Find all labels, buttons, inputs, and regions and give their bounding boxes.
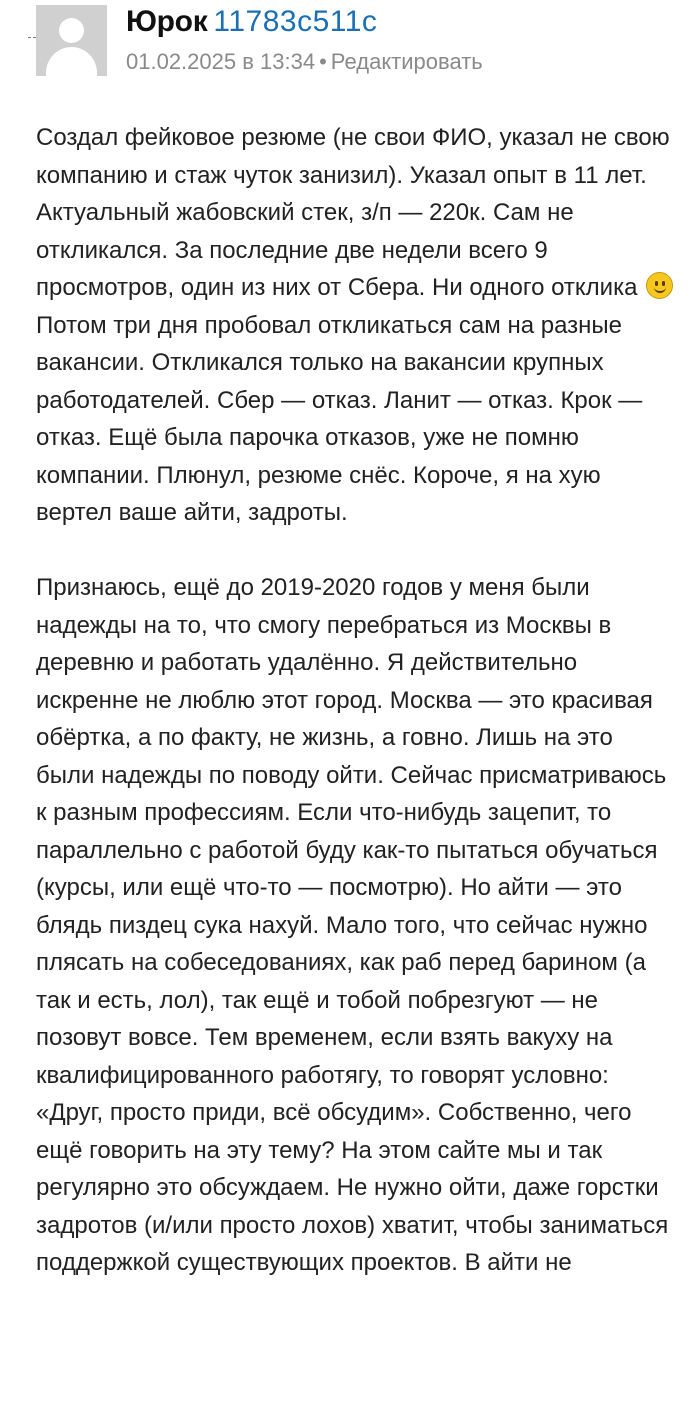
edit-link[interactable]: Редактировать <box>330 49 483 74</box>
thread-collapse-line[interactable] <box>28 37 36 38</box>
comment-paragraph <box>36 119 676 532</box>
author-line <box>126 2 483 42</box>
paragraph-text: Потом три дня пробовал откликаться сам на разные вакансии. Откликался только на вакансии крупных работодателей. Сбер — отказ. Ланит — отказ. Крок — отказ. Ещё была парочка отказов, уже не помню компании. Плюнул, резюме снёс. Короче, я на хую вертел ваше айти, задроты. <box>36 311 643 526</box>
paragraph-text: Создал фейковое резюме (не свои ФИО, указал не свою компанию и стаж чуток занизил). Указал опыт в 11 лет. Актуальный жабовский стек, з/п — 220к. Сам не откликался. За последние две недели всего 9 просмотров, один из них от Сбера. Ни одного отклика <box>36 124 670 301</box>
paragraph-text: Признаюсь, ещё до 2019-2020 годов у меня были надежды на то, что смогу перебраться из Москвы в деревню и работать удалённо. Я действительно искренне не люблю этот город. Москва — это красивая обёртка, а по факту, не жизнь, а говно. Лишь на это были надежды по поводу ойти. Сейчас присматриваюсь к разным профессиям. Если что-нибудь зацепит, то параллельно с работой буду как-то пытаться обучаться (курсы, или ещё что-то — посмотрю). Но айти — это блядь пиздец сука нахуй. Мало того, что сейчас нужно плясать на собеседованиях, как раб перед барином (а так и есть, лол), так ещё и тобой побрезгуют — не позовут вовсе. Тем временем, если взять вакуху на квалифицированного работягу, то говорят условно: «Друг, просто приди, всё обсудим». Собственно, чего ещё говорить на эту тему? На этом сайте мы и так регулярно это обсуждаем. Не нужно ойти, даже горстки задротов (и/или просто лохов) хватит, чтобы заниматься поддержкой существующих проектов. В айти не <box>36 574 669 1276</box>
author-name[interactable]: Юрок <box>126 5 208 38</box>
comment-header <box>126 2 483 76</box>
emoji-mouth <box>654 285 666 293</box>
author-id-link[interactable]: 11783c511c <box>213 5 378 38</box>
comment-paragraph <box>36 569 676 1282</box>
avatar-body-shape <box>46 47 97 76</box>
comment-timestamp[interactable]: 01.02.2025 в 13:34 <box>126 49 316 74</box>
meta-separator: • <box>319 49 327 74</box>
avatar[interactable] <box>36 5 107 76</box>
slightly-smiling-face-icon <box>646 272 673 299</box>
comment-meta <box>126 48 483 76</box>
comment-body <box>36 119 676 1319</box>
avatar-head-shape <box>59 18 84 43</box>
